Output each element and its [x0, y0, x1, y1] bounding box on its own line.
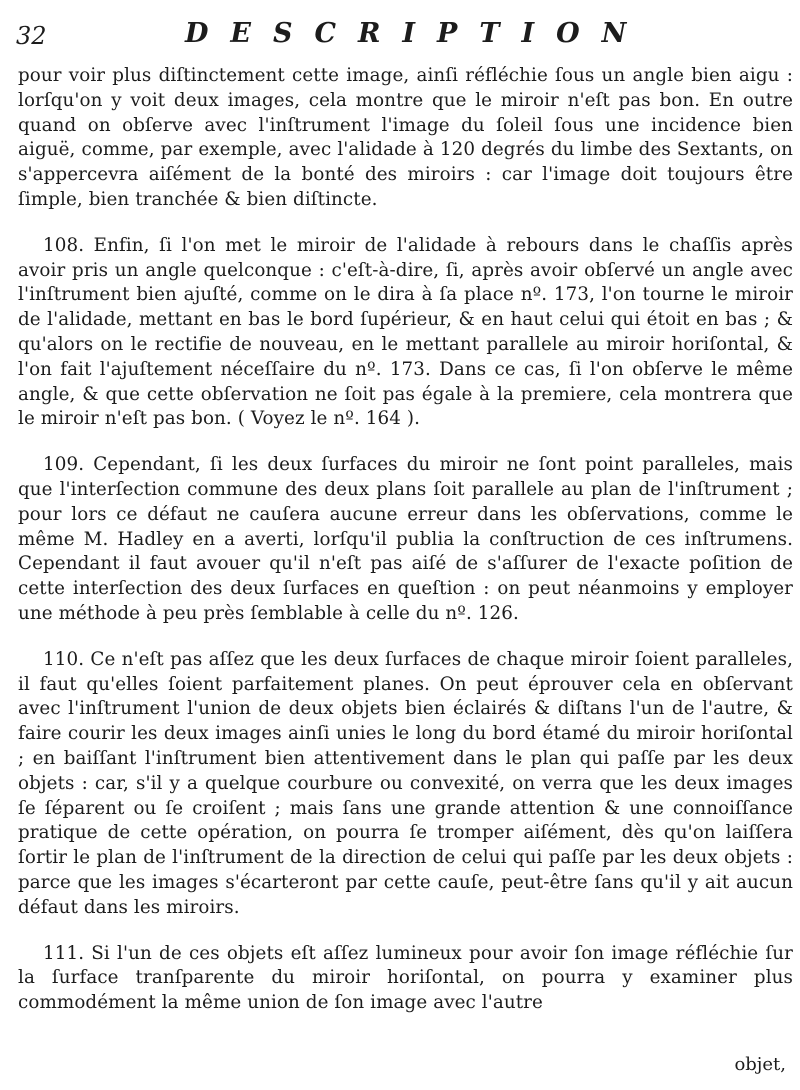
- page-number: 32: [16, 22, 47, 50]
- paragraph-110: 110. Ce n'eſt pas aſſez que les deux ſurfaces de chaque miroir ſoient paralleles, il faut qu'elles ſoient parfaitement planes. On peut éprouver cela en obſervant avec l'inſtrument l'union de deux objets bien éclairés & diſtans l'un de l'autre, & faire courir les deux images ainſi unies le long du bord étamé du miroir horiſontal ; en baiſſant l'inſtrument bien attentivement dans le plan qui paſſe par les deux objets : car, s'il y a quelque courbure ou convexité, on verra que les deux images ſe ſéparent ou ſe croiſent ; mais ſans une grande attention & une connoiſſance pratique de cette opération, on pourra ſe tromper aiſément, dès qu'on laiſſera ſortir le plan de l'inſtrument de la direction de celui qui paſſe par les deux objets : parce que les images s'écarteront par cette cauſe, peut-être ſans qu'il y ait aucun défaut dans les miroirs.: [18, 648, 793, 918]
- paragraph-109: 109. Cependant, ſi les deux ſurfaces du miroir ne ſont point paralleles, mais que l'interſection commune des deux plans ſoit parallele au plan de l'inſtrument ; pour lors ce défaut ne cauſera aucune erreur dans les obſervations, comme le même M. Hadley en a averti, lorſqu'il publia la conſtruction de ces inſtrumens. Cependant il faut avouer qu'il n'eſt pas aiſé de s'aſſurer de l'exacte poſition de cette interſection des deux ſurfaces en queſtion : on peut néanmoins y employer une méthode à peu près ſemblable à celle du nº. 126.: [18, 454, 793, 624]
- paragraph-continuation: pour voir plus diſtinctement cette image, ainſi réfléchie ſous un angle bien aigu : lorſqu'on y voit deux images, cela montre que le miroir n'eſt pas bon. En outre quand on obſerve avec l'inſtrument l'image du ſoleil ſous une incidence bien aiguë, comme, par exemple, avec l'alidade à 120 degrés du limbe des Sextants, on s'appercevra aiſément de la bonté des miroirs : car l'image doit toujours être ſimple, bien tranchée & bien diſtincte.: [18, 65, 793, 210]
- paragraph-111: 111. Si l'un de ces objets eſt aſſez lumineux pour avoir ſon image réfléchie ſur la ſurface tranſparente du miroir horiſontal, on pourra y examiner plus commodément la même union de ſon image avec l'autre: [18, 942, 793, 1014]
- body-text: [18, 64, 793, 1016]
- running-title: DESCRIPTION: [185, 18, 649, 49]
- page-header: [0, 16, 800, 56]
- catchword: objet,: [734, 1054, 786, 1075]
- paragraph-108: 108. Enfin, ſi l'on met le miroir de l'alidade à rebours dans le chaſſis après avoir pris un angle quelconque : c'eſt-à-dire, ſi, après avoir obſervé un angle avec l'inſtrument bien ajuſté, comme on le dira à ſa place nº. 173, l'on tourne le miroir de l'alidade, mettant en bas le bord ſupérieur, & en haut celui qui étoit en bas ; & qu'alors on le rectifie de nouveau, en le mettant parallele au miroir horiſontal, & l'on fait l'ajuſtement néceſſaire du nº. 173. Dans ce cas, ſi l'on obſerve le même angle, & que cette obſervation ne ſoit pas égale à la premiere, cela montrera que le miroir n'eſt pas bon. ( Voyez le nº. 164 ).: [18, 234, 793, 430]
